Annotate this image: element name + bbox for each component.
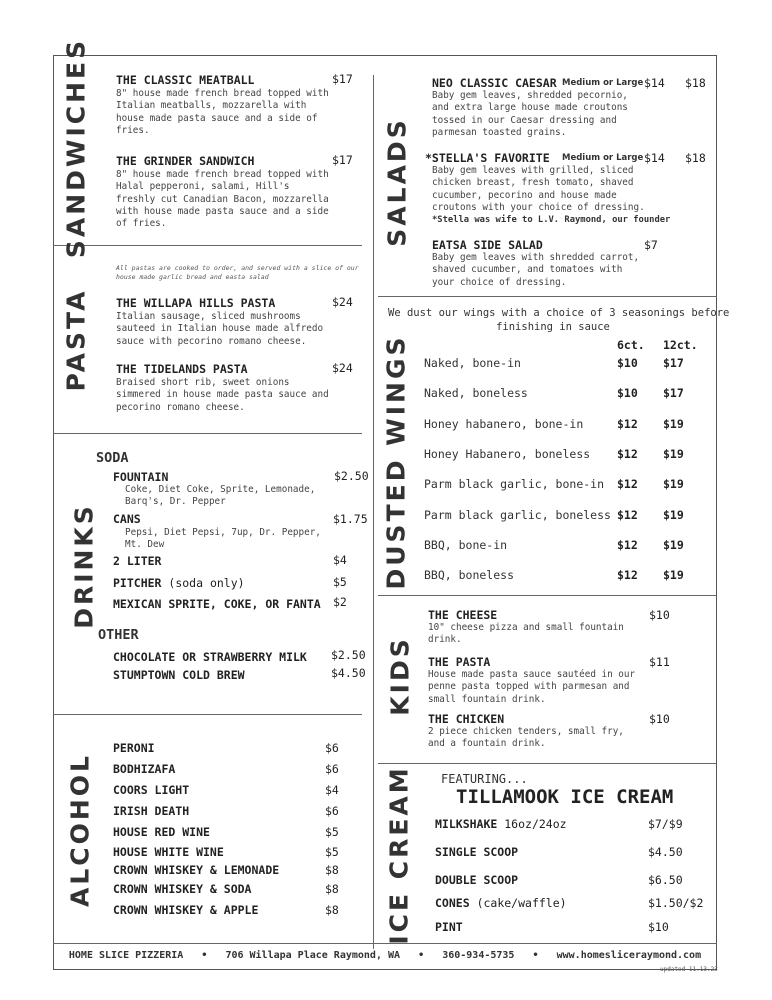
wing-price-12ct: $17 xyxy=(663,386,684,400)
alcohol-item: HOUSE WHITE WINE xyxy=(113,845,224,859)
ice-cones-note: (cake/waffle) xyxy=(476,896,567,910)
divider-wings-kids xyxy=(378,595,717,596)
wing-price-12ct: $19 xyxy=(663,508,684,522)
item-name: NEO CLASSIC CAESAR xyxy=(432,76,557,90)
divider-kids-icecream xyxy=(378,763,717,764)
item-description: 8" house made french bread topped with Halal pepperoni, salami, Hill's freshly cut Canadian Bacon, mozzarella with house made pasta sauce and a side of fries. xyxy=(116,169,329,230)
wing-name: Honey habanero, bone-in xyxy=(424,417,584,431)
item-name: THE CHICKEN xyxy=(428,712,505,726)
pasta-note: All pastas are cooked to order, and served with a slice of our house made garlic bread and easta salad xyxy=(116,264,359,281)
wing-price-12ct: $17 xyxy=(663,356,684,370)
wings-col-12ct: 12ct. xyxy=(663,338,698,352)
other-heading: OTHER xyxy=(98,627,139,643)
item-description: Italian sausage, sliced mushrooms sauteed in Italian house made alfredo sauce with pecorino romano cheese. xyxy=(116,311,324,347)
wing-price-6ct: $12 xyxy=(617,538,638,552)
wing-price-12ct: $19 xyxy=(663,568,684,582)
drink-cans-price: $1.75 xyxy=(333,512,368,526)
ice-cones-name: CONES xyxy=(435,896,470,910)
item-price: $10 xyxy=(649,608,670,622)
item-name: *STELLA'S FAVORITE xyxy=(425,151,550,165)
drink-fountain-desc: Coke, Diet Coke, Sprite, Lemonade, Barq's, Dr. Pepper xyxy=(125,484,316,508)
alcohol-item: PERONI xyxy=(113,741,155,755)
section-title-sandwiches: SANDWICHES xyxy=(61,37,91,259)
ice-cream-brand: TILLAMOOK ICE CREAM xyxy=(456,786,674,808)
alcohol-price: $5 xyxy=(325,825,339,839)
drink-coldbrew-price: $4.50 xyxy=(331,666,366,680)
drink-mexican-price: $2 xyxy=(333,595,347,609)
alcohol-price: $8 xyxy=(325,882,339,896)
item-price: $7 xyxy=(644,238,658,252)
wings-intro: We dust our wings with a choice of 3 seasonings before finishing in sauce xyxy=(388,307,730,333)
drink-pitcher xyxy=(113,576,245,590)
price-large: $18 xyxy=(685,76,706,90)
item-name: THE CLASSIC MEATBALL xyxy=(116,73,255,87)
section-title-kids: KIDS xyxy=(385,636,415,716)
stella-note: *Stella was wife to L.V. Raymond, our founder xyxy=(432,215,671,225)
ice-milkshake-name: MILKSHAKE xyxy=(435,817,498,831)
alcohol-price: $8 xyxy=(325,903,339,917)
wing-name: Naked, boneless xyxy=(424,386,528,400)
featuring-label: FEATURING... xyxy=(441,772,528,786)
drink-mexican: MEXICAN SPRITE, COKE, OR FANTA xyxy=(113,597,321,611)
size-options: Medium or Large xyxy=(562,153,644,163)
section-title-ice-cream: ICE CREAM xyxy=(384,765,414,945)
wing-price-12ct: $19 xyxy=(663,417,684,431)
drink-pitcher-name: PITCHER xyxy=(113,576,162,590)
alcohol-price: $6 xyxy=(325,741,339,755)
ice-pint-price: $10 xyxy=(648,920,669,934)
wing-price-12ct: $19 xyxy=(663,477,684,491)
section-title-drinks: DRINKS xyxy=(69,503,99,629)
wing-name: Honey Habanero, boneless xyxy=(424,447,591,461)
alcohol-item: CROWN WHISKEY & LEMONADE xyxy=(113,863,280,877)
section-title-salads: SALADS xyxy=(382,117,412,247)
section-title-pasta: PASTA xyxy=(61,288,91,392)
alcohol-item: COORS LIGHT xyxy=(113,783,190,797)
wing-price-12ct: $19 xyxy=(663,447,684,461)
item-description: 8" house made french bread topped with Italian meatballs, mozzarella with house made pasta sauce and a side of fries. xyxy=(116,88,329,136)
ice-single: SINGLE SCOOP xyxy=(435,845,519,859)
drink-milk-price: $2.50 xyxy=(331,648,366,662)
wing-name: Naked, bone-in xyxy=(424,356,521,370)
section-title-alcohol: ALCOHOL xyxy=(65,753,95,907)
divider-sandwiches-pasta xyxy=(53,245,362,246)
ice-milkshake-sizes: 16oz/24oz xyxy=(504,817,567,831)
section-title-dusted-wings: DUSTED WINGS xyxy=(381,334,411,590)
item-price: $24 xyxy=(332,361,353,375)
column-divider xyxy=(373,75,374,949)
alcohol-price: $6 xyxy=(325,762,339,776)
alcohol-price: $6 xyxy=(325,804,339,818)
drink-2-liter-price: $4 xyxy=(333,553,347,567)
item-price: $11 xyxy=(649,655,670,669)
wing-price-6ct: $10 xyxy=(617,386,638,400)
divider-drinks-alcohol xyxy=(53,714,362,715)
item-description: 10" cheese pizza and small fountain drink. xyxy=(428,622,624,646)
item-name: THE TIDELANDS PASTA xyxy=(116,362,248,376)
footer-separator: • xyxy=(418,950,425,961)
divider-pasta-drinks xyxy=(53,433,362,434)
ice-milkshake-price: $7/$9 xyxy=(648,817,683,831)
footer-website[interactable]: www.homesliceraymond.com xyxy=(556,950,702,961)
alcohol-price: $8 xyxy=(325,863,339,877)
wing-price-6ct: $10 xyxy=(617,356,638,370)
updated-date: updated 11.13.23 xyxy=(660,966,718,973)
item-price: $24 xyxy=(332,295,353,309)
price-large: $18 xyxy=(685,151,706,165)
drink-cans-desc: Pepsi, Diet Pepsi, 7up, Dr. Pepper, Mt. Dew xyxy=(125,527,321,551)
price-medium: $14 xyxy=(644,76,665,90)
item-description: House made pasta sauce sautéed in our penne pasta topped with parmesan and small fountain drink. xyxy=(428,669,636,705)
wing-name: BBQ, boneless xyxy=(424,568,515,582)
wing-price-6ct: $12 xyxy=(617,417,638,431)
item-name: THE GRINDER SANDWICH xyxy=(116,154,255,168)
ice-cones-price: $1.50/$2 xyxy=(648,896,704,910)
divider-salads-wings xyxy=(378,296,717,297)
wing-name: Parm black garlic, bone-in xyxy=(424,477,605,491)
item-description: Baby gem leaves, shredded pecornio, and extra large house made croutons tossed in our Caesar dressing and parmesan toasted grains. xyxy=(432,90,628,138)
wing-price-6ct: $12 xyxy=(617,508,638,522)
item-description: Braised short rib, sweet onions simmered in house made pasta sauce and pecorino romano cheese. xyxy=(116,377,329,413)
drink-milk: CHOCOLATE OR STRAWBERRY MILK xyxy=(113,650,307,664)
item-name: THE CHEESE xyxy=(428,608,498,622)
alcohol-item: HOUSE RED WINE xyxy=(113,825,210,839)
alcohol-item: CROWN WHISKEY & SODA xyxy=(113,882,252,896)
ice-double-price: $6.50 xyxy=(648,873,683,887)
ice-pint: PINT xyxy=(435,920,463,934)
drink-2-liter: 2 LITER xyxy=(113,554,162,568)
drink-coldbrew: STUMPTOWN COLD BREW xyxy=(113,668,245,682)
wing-price-6ct: $12 xyxy=(617,477,638,491)
item-description: 2 piece chicken tenders, small fry, and a fountain drink. xyxy=(428,726,624,750)
wing-name: Parm black garlic, boneless xyxy=(424,508,611,522)
item-price: $17 xyxy=(332,72,353,86)
wings-col-6ct: 6ct. xyxy=(617,338,645,352)
soda-heading: SODA xyxy=(96,450,129,466)
item-name: THE WILLAPA HILLS PASTA xyxy=(116,296,276,310)
wing-price-6ct: $12 xyxy=(617,447,638,461)
ice-cones xyxy=(435,896,567,910)
ice-milkshake xyxy=(435,817,567,831)
alcohol-price: $4 xyxy=(325,783,339,797)
footer-separator: • xyxy=(532,950,539,961)
footer-name: HOME SLICE PIZZERIA xyxy=(68,950,184,961)
drink-fountain: FOUNTAIN xyxy=(113,470,169,484)
footer-separator: • xyxy=(201,950,208,961)
alcohol-item: IRISH DEATH xyxy=(113,804,190,818)
item-name: THE PASTA xyxy=(428,655,491,669)
drink-fountain-price: $2.50 xyxy=(334,469,369,483)
size-options: Medium or Large xyxy=(562,78,644,88)
footer-phone: 360-934-5735 xyxy=(442,950,515,961)
item-price: $10 xyxy=(649,712,670,726)
drink-pitcher-price: $5 xyxy=(333,575,347,589)
alcohol-item: CROWN WHISKEY & APPLE xyxy=(113,903,259,917)
ice-double: DOUBLE SCOOP xyxy=(435,873,519,887)
ice-single-price: $4.50 xyxy=(648,845,683,859)
item-price: $17 xyxy=(332,153,353,167)
wing-price-12ct: $19 xyxy=(663,538,684,552)
alcohol-item: BODHIZAFA xyxy=(113,762,176,776)
price-medium: $14 xyxy=(644,151,665,165)
alcohol-price: $5 xyxy=(325,845,339,859)
item-name: EATSA SIDE SALAD xyxy=(432,238,543,252)
drink-cans: CANS xyxy=(113,512,141,526)
item-description: Baby gem leaves with shredded carrot, shaved cucumber, and tomatoes with your choice of dressing. xyxy=(432,252,640,288)
item-description: Baby gem leaves with grilled, sliced chicken breast, fresh tomato, shaved cucumber, pecorino and house made croutons with your choice of dressing. xyxy=(432,165,645,213)
drink-pitcher-note: (soda only) xyxy=(168,576,245,590)
footer-address: 706 Willapa Place Raymond, WA xyxy=(225,950,401,961)
footer-bar xyxy=(53,950,717,961)
wing-name: BBQ, bone-in xyxy=(424,538,508,552)
wing-price-6ct: $12 xyxy=(617,568,638,582)
